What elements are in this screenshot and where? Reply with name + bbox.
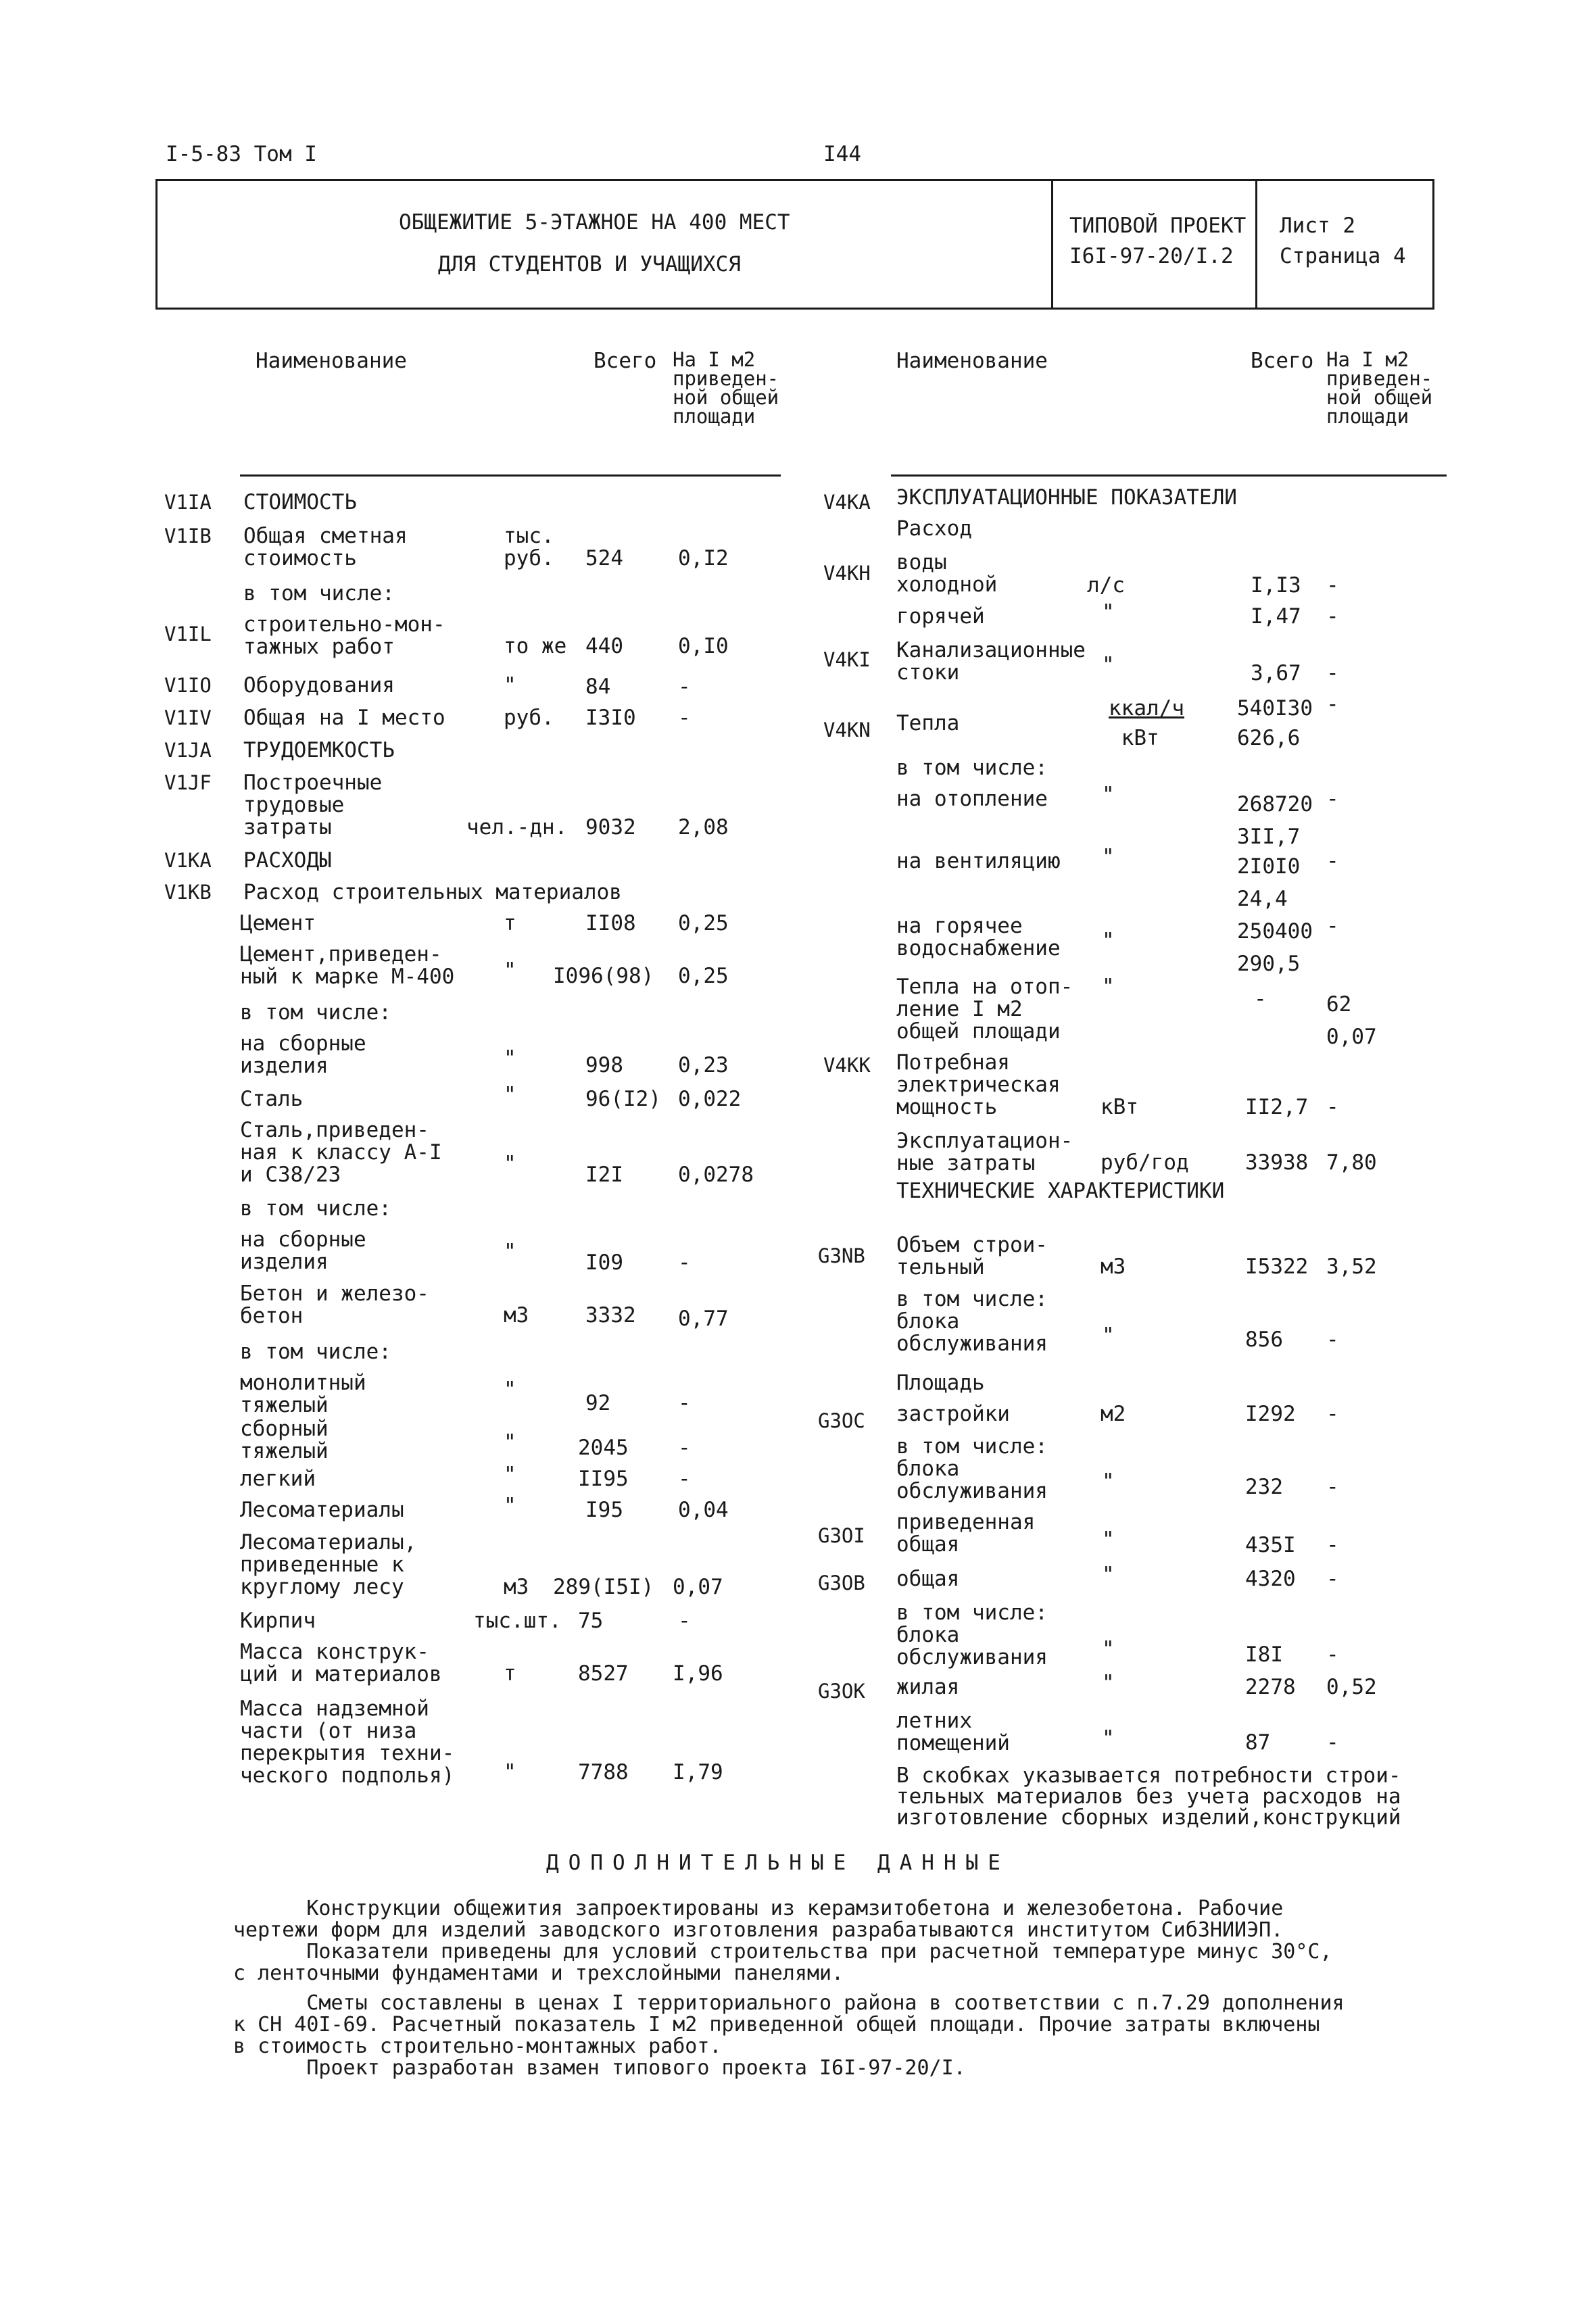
row-name: Масса конструк- ций и материалов xyxy=(240,1640,442,1686)
row-total: I09 xyxy=(585,1250,623,1275)
row-unit: " xyxy=(1102,1637,1115,1661)
row-per-m2: - xyxy=(678,1609,691,1633)
row-per-m2: 0,25 xyxy=(678,911,729,935)
row-total: 75 xyxy=(578,1609,604,1633)
row-total: I096(98) xyxy=(553,964,654,988)
row-unit: чел.-дн. xyxy=(466,815,568,839)
row-per-m2: - xyxy=(1326,1475,1339,1499)
row-code: V1IL xyxy=(164,623,212,645)
document-title-line2: ДЛЯ СТУДЕНТОВ И УЧАЩИХСЯ xyxy=(438,252,741,276)
row-name: на горячее водоснабжение xyxy=(896,914,1061,960)
row-name: на сборные изделия xyxy=(240,1227,366,1274)
row-name: Цемент,приведен- ный к марке М-400 xyxy=(240,942,455,989)
row-name: СТОИМОСТЬ xyxy=(243,490,357,514)
row-name: монолитный тяжелый xyxy=(240,1371,366,1417)
row-name: Кирпич xyxy=(240,1609,316,1633)
row-per-m2: - xyxy=(1326,604,1339,629)
row-unit: м2 xyxy=(1101,1402,1126,1426)
row-name: РАСХОДЫ xyxy=(243,848,332,873)
row-total: 2278 xyxy=(1245,1675,1296,1699)
row-unit: " xyxy=(504,958,516,983)
row-name: Расход xyxy=(896,516,972,541)
row-unit-secondary: кВт xyxy=(1109,726,1159,750)
row-per-m2: I,79 xyxy=(673,1760,723,1784)
row-name: Потребная электрическая мощность xyxy=(896,1050,1061,1119)
row-per-m2: 0,04 xyxy=(678,1498,729,1522)
sheet-number: Лист 2 xyxy=(1280,214,1355,238)
right-header-total: Всего xyxy=(1251,349,1314,373)
row-total: I8I xyxy=(1245,1642,1283,1667)
row-per-m2: 0,07 xyxy=(673,1575,723,1599)
row-total: I,I3 xyxy=(1251,573,1301,598)
left-header-name: Наименование xyxy=(256,349,407,373)
row-total: 3,67 xyxy=(1251,661,1301,685)
row-total: 8527 xyxy=(578,1661,629,1686)
left-header-total: Всего xyxy=(594,349,657,373)
row-name: строительно-мон- тажных работ xyxy=(243,612,445,659)
row-name: ТРУДОЕМКОСТЬ xyxy=(243,738,395,762)
row-per-m2: - xyxy=(678,706,691,730)
row-per-m2: I,96 xyxy=(673,1661,723,1686)
left-header-per-m2: На I м2 приведен- ной общей площади xyxy=(673,348,779,428)
row-unit: тыс. руб. xyxy=(504,524,554,570)
row-code: V4KH xyxy=(823,562,871,585)
row-total: 998 xyxy=(585,1053,623,1077)
row-unit: " xyxy=(504,1378,516,1402)
row-unit: " xyxy=(1102,975,1115,999)
row-name: общая xyxy=(896,1567,960,1591)
row-name: Тепла xyxy=(896,711,960,735)
row-total: 2I0I0 24,4 xyxy=(1237,854,1301,911)
row-code: V1IV xyxy=(164,706,212,729)
row-name: легкий xyxy=(240,1467,316,1491)
row-unit: " xyxy=(1102,929,1115,953)
row-total: 4320 xyxy=(1245,1567,1296,1591)
row-name: Построечные трудовые затраты xyxy=(243,771,383,839)
row-code: V1IB xyxy=(164,525,212,547)
row-total: 87 xyxy=(1245,1730,1271,1755)
row-total: II95 xyxy=(578,1467,629,1491)
row-per-m2: 2,08 xyxy=(678,815,729,839)
row-name: Тепла на отоп- ление I м2 общей площади xyxy=(896,975,1073,1044)
additional-paragraph-1: Конструкции общежития запроектированы из керамзитобетона и железобетона. Рабочие чертежи форм для изделий заводского изготовления разрабатываются институтом СибЗНИИЭП. Показатели приведены для условий строительства при расчетной температуре минус 30°С, с ленточными фундаментами и трехслойными панелями. xyxy=(233,1897,1332,1985)
right-header-rule xyxy=(891,474,1447,477)
row-per-m2: - xyxy=(1326,1730,1339,1755)
right-header-per-m2: На I м2 приведен- ной общей площади xyxy=(1326,348,1433,428)
row-name: жилая xyxy=(896,1675,960,1699)
row-code: G3OK xyxy=(818,1680,865,1703)
row-unit: " xyxy=(504,1494,516,1518)
project-number: I6I-97-20/I.2 xyxy=(1069,244,1234,268)
row-unit: " xyxy=(1102,783,1115,807)
row-name: летних помещений xyxy=(896,1709,1010,1755)
row-unit: " xyxy=(504,1760,516,1784)
row-total: I,47 xyxy=(1251,604,1301,629)
row-unit: " xyxy=(1102,1671,1115,1695)
row-code: G3OC xyxy=(818,1409,865,1432)
row-unit: кВт xyxy=(1101,1095,1138,1119)
row-code: V1IA xyxy=(164,491,212,514)
row-per-m2: 0,52 xyxy=(1326,1675,1377,1699)
additional-paragraph-2: Сметы составлены в ценах I территориального района в соответствии с п.7.29 дополнения к СН 40I-69. Расчетный показатель I м2 приведенной общей площади. Прочие затраты включены в стоимость строительно-монтажных работ. Проект разработан взамен типового проекта I6I-97-20/I. xyxy=(233,1991,1345,2080)
row-per-m2: - xyxy=(1326,692,1339,716)
row-per-m2: 7,80 xyxy=(1326,1150,1377,1175)
row-unit: руб. xyxy=(504,706,554,730)
row-per-m2: - xyxy=(1326,1095,1339,1119)
row-name: горячей xyxy=(896,604,985,629)
row-name: в том числе: блока обслуживания xyxy=(896,1601,1048,1670)
row-per-m2: - xyxy=(1326,573,1339,598)
row-code: V4KK xyxy=(823,1054,871,1077)
row-name: Сталь,приведен- ная к классу А-I и С38/23 xyxy=(240,1118,442,1187)
row-code: V1IO xyxy=(164,674,212,697)
row-per-m2: - xyxy=(678,1391,691,1415)
row-code: V4KI xyxy=(823,648,871,671)
row-name: в том числе: xyxy=(240,1196,391,1221)
row-total: 232 xyxy=(1245,1475,1283,1499)
row-unit: " xyxy=(504,1152,516,1176)
row-name: Лесоматериалы, приведенные к круглому лесу xyxy=(240,1530,417,1599)
row-total: - xyxy=(1254,987,1267,1011)
row-name: в том числе: блока обслуживания xyxy=(896,1434,1048,1503)
row-total: 268720 3II,7 xyxy=(1237,792,1313,849)
row-per-m2: - xyxy=(678,675,691,699)
row-per-m2: - xyxy=(1326,787,1339,811)
footnote: В скобках указывается потребности строи- тельных материалов без учета расходов на изготовление сборных изделий,конструкций xyxy=(896,1763,1401,1830)
row-unit: " xyxy=(504,673,516,698)
row-per-m2: - xyxy=(1326,1402,1339,1426)
row-code: G3OI xyxy=(818,1524,865,1547)
row-name: ЭКСПЛУАТАЦИОННЫЕ ПОКАЗАТЕЛИ xyxy=(896,485,1237,510)
row-unit: " xyxy=(504,1083,516,1107)
row-code: G3OB xyxy=(818,1571,865,1594)
row-name: застройки xyxy=(896,1402,1010,1426)
row-code: V1KB xyxy=(164,881,212,904)
row-unit: тыс.шт. xyxy=(473,1609,562,1633)
row-unit: т xyxy=(504,1661,516,1686)
row-unit: м3 xyxy=(504,1303,529,1327)
row-unit: руб/год xyxy=(1101,1150,1189,1175)
row-name: на сборные изделия xyxy=(240,1031,366,1078)
project-label: ТИПОВОЙ ПРОЕКТ xyxy=(1069,214,1247,238)
row-per-m2: - xyxy=(1326,1327,1339,1352)
row-total: I292 xyxy=(1245,1402,1296,1426)
row-total: II08 xyxy=(585,911,636,935)
row-unit: то же xyxy=(504,634,567,658)
row-unit: " xyxy=(504,1240,516,1264)
row-name: в том числе: xyxy=(240,1000,391,1025)
row-unit: " xyxy=(1102,845,1115,869)
row-name: Лесоматериалы xyxy=(240,1498,404,1522)
row-per-m2: - xyxy=(1326,1567,1339,1591)
row-name: в том числе: xyxy=(243,581,395,606)
row-name: Эксплуатацион- ные затраты xyxy=(896,1129,1073,1175)
right-header-name: Наименование xyxy=(896,349,1048,373)
page-count: Страница 4 xyxy=(1280,244,1406,268)
row-unit: т xyxy=(504,911,516,935)
row-unit: " xyxy=(1102,1726,1115,1751)
row-name: Канализационные стоки xyxy=(896,638,1086,685)
row-total: 33938 xyxy=(1245,1150,1309,1175)
row-total: 524 xyxy=(585,546,623,570)
row-unit: " xyxy=(1102,1563,1115,1587)
row-total: 3332 xyxy=(585,1303,636,1327)
row-per-m2: - xyxy=(1326,849,1339,873)
row-total: 7788 xyxy=(578,1760,629,1784)
row-name: в том числе: блока обслуживания xyxy=(896,1287,1048,1356)
row-total: 540I30 626,6 xyxy=(1237,696,1313,750)
row-name: Цемент xyxy=(240,911,316,935)
row-per-m2: - xyxy=(1326,1533,1339,1557)
row-total: 435I xyxy=(1245,1533,1296,1557)
row-name: Масса надземной части (от низа перекрытия техни- ческого подполья) xyxy=(240,1697,455,1788)
row-total: 250400 290,5 xyxy=(1237,919,1313,976)
row-per-m2: - xyxy=(678,1436,691,1460)
row-per-m2: 0,25 xyxy=(678,964,729,988)
row-per-m2: - xyxy=(678,1250,691,1275)
row-name: ТЕХНИЧЕСКИЕ ХАРАКТЕРИСТИКИ xyxy=(896,1179,1225,1203)
row-name: сборный тяжелый xyxy=(240,1417,329,1463)
row-total: I95 xyxy=(585,1498,623,1522)
row-name: Общая на I место xyxy=(243,706,445,730)
row-name: приведенная общая xyxy=(896,1510,1036,1557)
row-unit: м3 xyxy=(504,1575,529,1599)
row-name: Площадь xyxy=(896,1371,985,1395)
page-number: I44 xyxy=(823,142,861,166)
left-header-rule xyxy=(240,474,781,477)
row-total: I2I xyxy=(585,1163,623,1187)
row-per-m2: 62 0,07 xyxy=(1326,992,1377,1049)
row-per-m2: 3,52 xyxy=(1326,1254,1377,1279)
row-per-m2: 0,I0 xyxy=(678,634,729,658)
doc-reference: I-5-83 Том I xyxy=(166,142,317,166)
row-total: I5322 xyxy=(1245,1254,1309,1279)
row-name: в том числе: xyxy=(896,756,1048,780)
row-unit: " xyxy=(1102,653,1115,677)
row-name: Бетон и железо- бетон xyxy=(240,1282,429,1328)
row-code: V1JF xyxy=(164,771,212,794)
row-unit: " xyxy=(504,1046,516,1071)
row-unit: ккал/ч кВт xyxy=(1109,696,1184,750)
row-per-m2: - xyxy=(1326,1642,1339,1667)
row-per-m2: 0,0278 xyxy=(678,1163,754,1187)
row-per-m2: 0,I2 xyxy=(678,546,729,570)
row-total: 92 xyxy=(585,1391,611,1415)
row-total: 856 xyxy=(1245,1327,1283,1352)
row-per-m2: 0,23 xyxy=(678,1053,729,1077)
row-name: Оборудования xyxy=(243,673,395,698)
row-total: 96(I2) xyxy=(585,1087,661,1111)
row-total: 440 xyxy=(585,634,623,658)
row-unit: " xyxy=(1102,1323,1115,1348)
row-name: на отопление xyxy=(896,787,1048,811)
row-total: I3I0 xyxy=(585,706,636,730)
row-total: 2045 xyxy=(578,1436,629,1460)
row-unit: " xyxy=(504,1430,516,1455)
row-total: 84 xyxy=(585,675,611,699)
row-name: в том числе: xyxy=(240,1340,391,1364)
row-code: V4KN xyxy=(823,718,871,741)
row-total: II2,7 xyxy=(1245,1095,1309,1119)
row-per-m2: 0,022 xyxy=(678,1087,742,1111)
row-code: V4KA xyxy=(823,491,871,514)
row-per-m2: - xyxy=(1326,661,1339,685)
row-code: V1JA xyxy=(164,739,212,762)
row-unit: " xyxy=(1102,1469,1115,1494)
row-code: G3NB xyxy=(818,1244,865,1267)
row-unit: " xyxy=(1102,600,1115,625)
row-code: V1KA xyxy=(164,849,212,872)
row-name: на вентиляцию xyxy=(896,849,1061,873)
row-name: Объем строи- тельный xyxy=(896,1233,1048,1280)
additional-data-title: ДОПОЛНИТЕЛЬНЫЕ ДАННЫЕ xyxy=(546,1851,1010,1875)
row-name: воды холодной xyxy=(896,550,998,597)
row-total: 9032 xyxy=(585,815,636,839)
row-unit: " xyxy=(1102,1528,1115,1552)
row-name: Сталь xyxy=(240,1087,304,1111)
row-total: 289(I5I) xyxy=(553,1575,654,1599)
row-unit: л/с xyxy=(1087,573,1125,598)
row-unit: м3 xyxy=(1101,1254,1126,1279)
row-per-m2: - xyxy=(1326,914,1339,938)
row-per-m2: 0,77 xyxy=(678,1307,729,1331)
row-name: Общая сметная стоимость xyxy=(243,524,408,570)
document-title-line1: ОБЩЕЖИТИЕ 5-ЭТАЖНОЕ НА 400 МЕСТ xyxy=(399,210,790,235)
row-unit: " xyxy=(504,1463,516,1487)
row-name: Расход строительных материалов xyxy=(243,880,622,904)
row-per-m2: - xyxy=(678,1467,691,1491)
